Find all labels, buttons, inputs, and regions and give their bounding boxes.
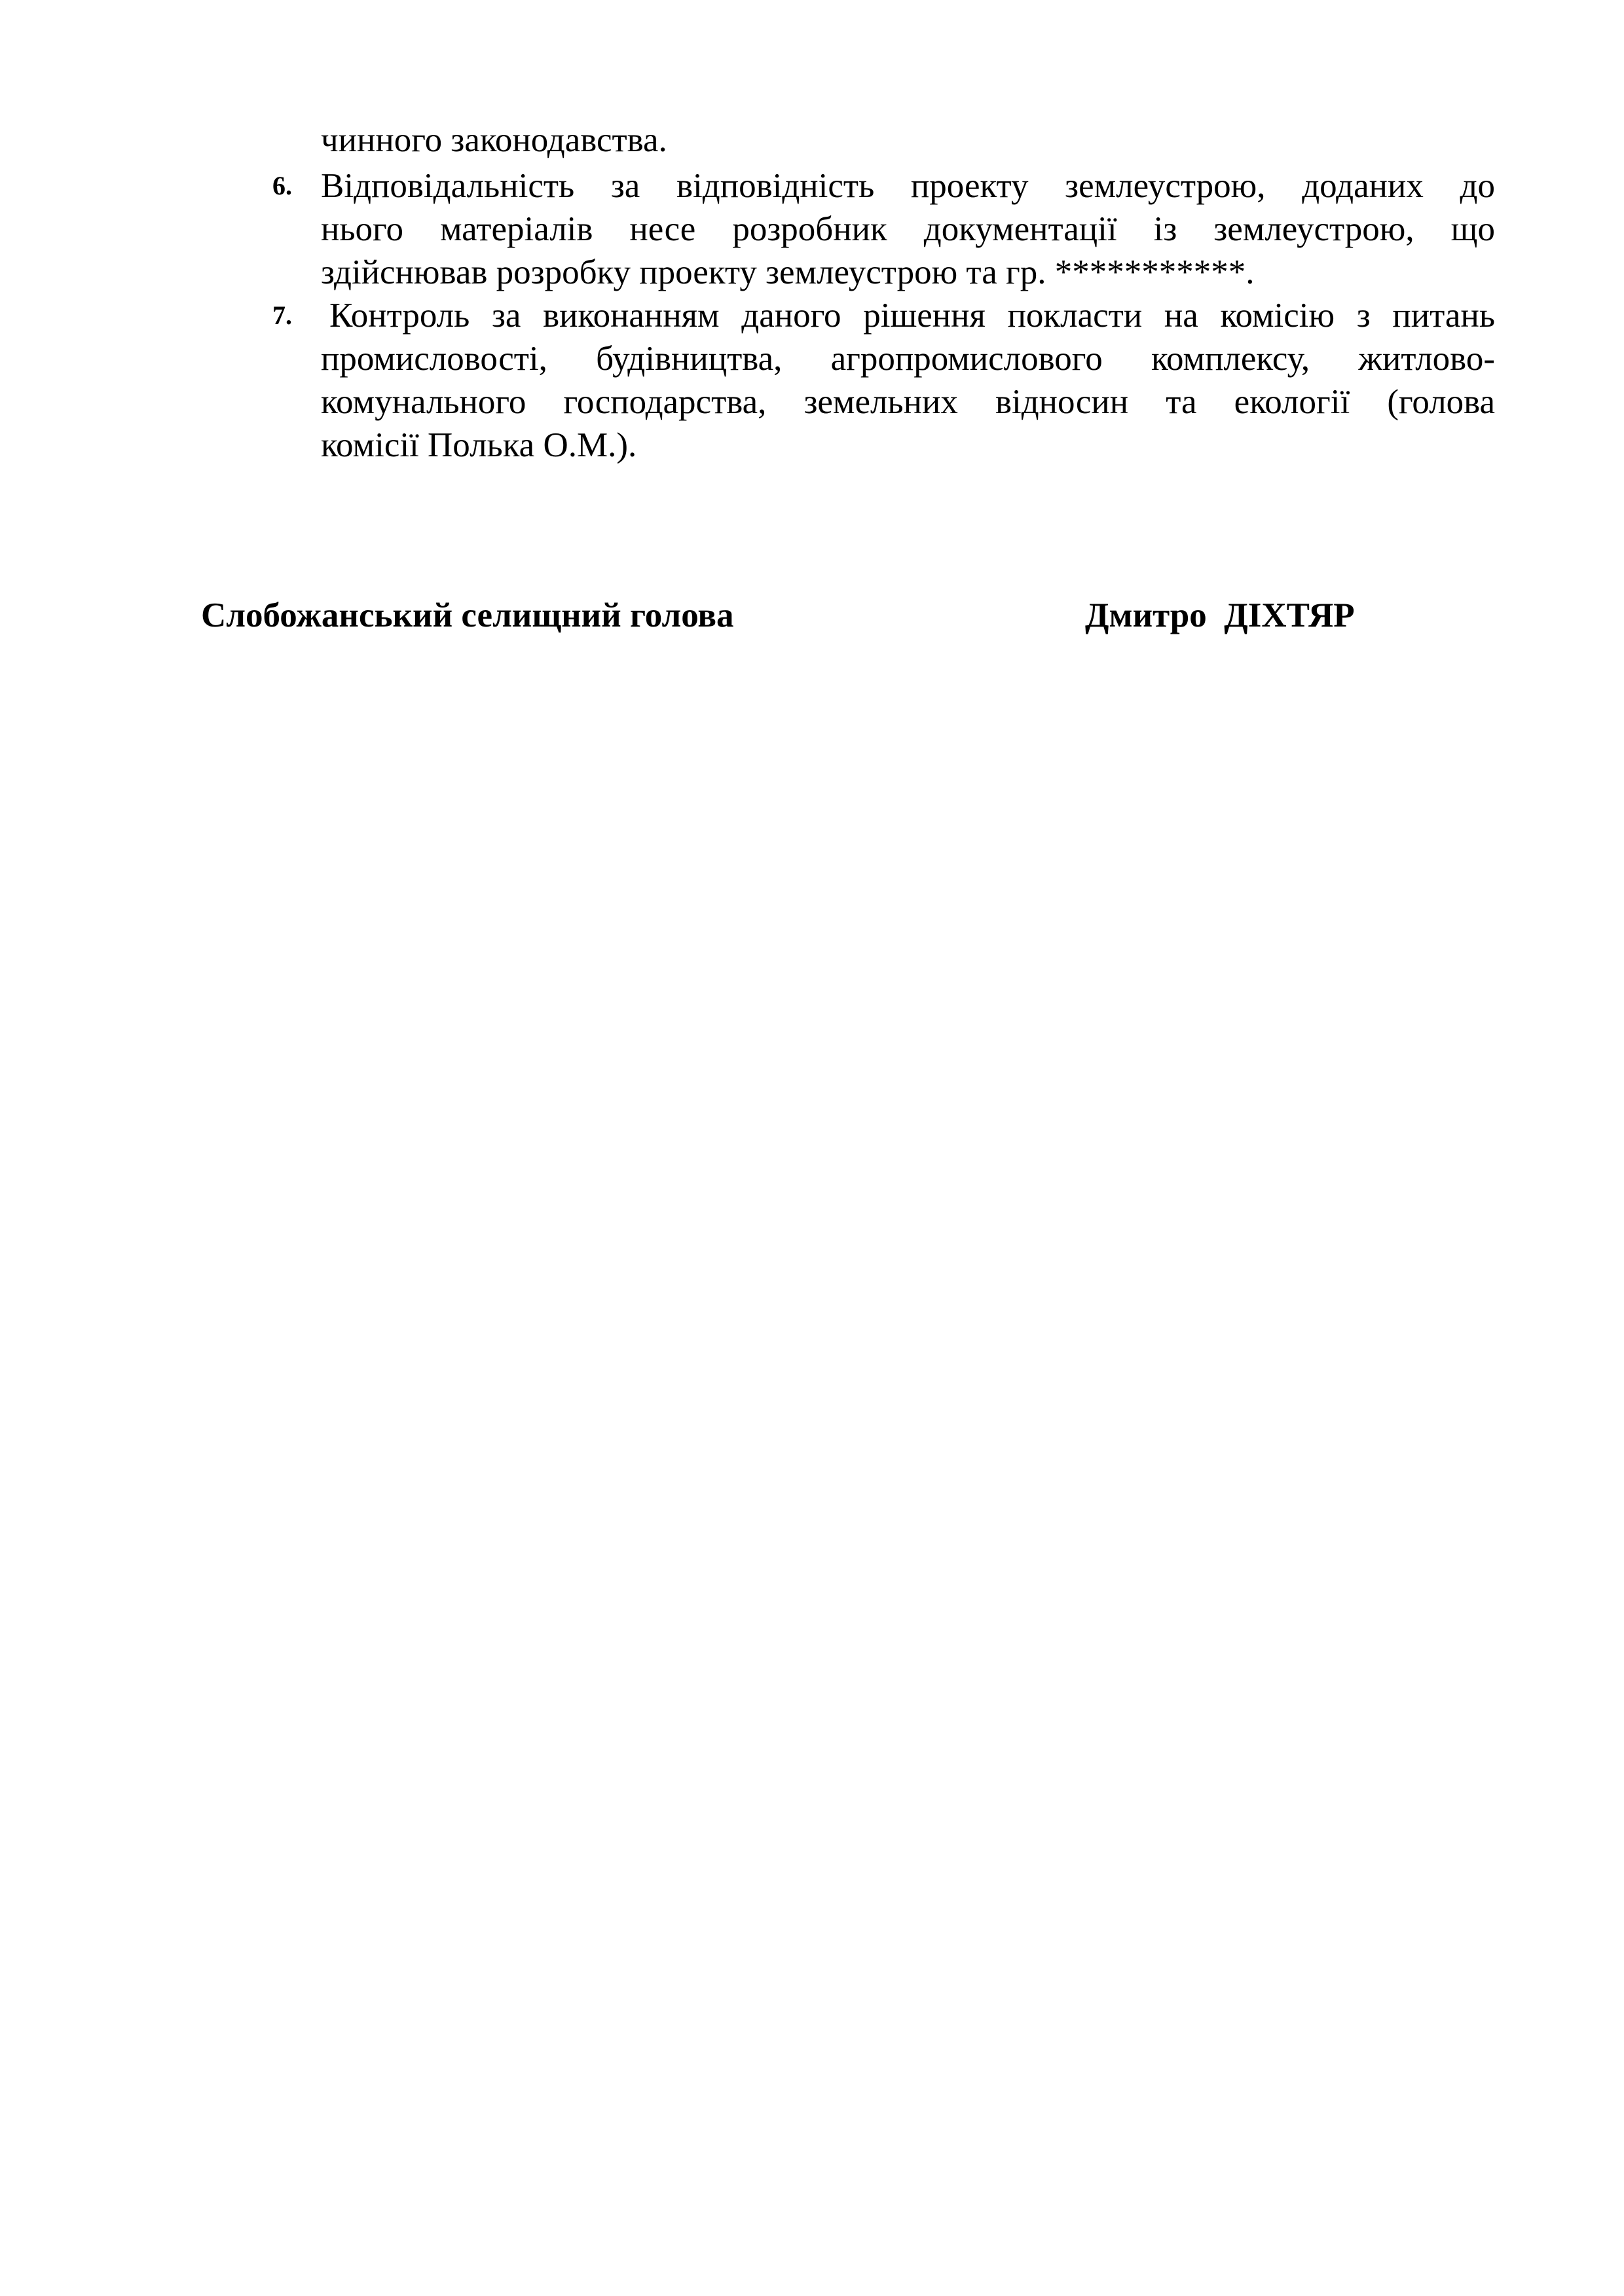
item-6-line-2: нього матеріалів несе розробник документації із землеустрою, що <box>321 210 1495 248</box>
item-7-line-4: комісії Полька О.М.). <box>321 426 637 464</box>
item-number: 6. <box>272 171 292 200</box>
continuation-line: чинного законодавства. <box>321 121 667 159</box>
item-number: 7. <box>272 301 292 330</box>
item-7-line-2: промисловості, будівництва, агропромислового комплексу, житлово- <box>321 340 1495 378</box>
signature-position: Слобожанський селищний голова <box>201 596 734 634</box>
item-6-line-3: здійснював розробку проекту землеустрою та гр. ***********. <box>321 253 1255 291</box>
signature-name: Дмитро ДІХТЯР <box>1085 596 1355 634</box>
item-7-line-1: Контроль за виконанням даного рішення покласти на комісію з питань <box>329 297 1495 335</box>
item-6-line-1: Відповідальність за відповідність проекту землеустрою, доданих до <box>321 167 1495 205</box>
item-7-line-3: комунального господарства, земельних відносин та екології (голова <box>321 383 1495 421</box>
